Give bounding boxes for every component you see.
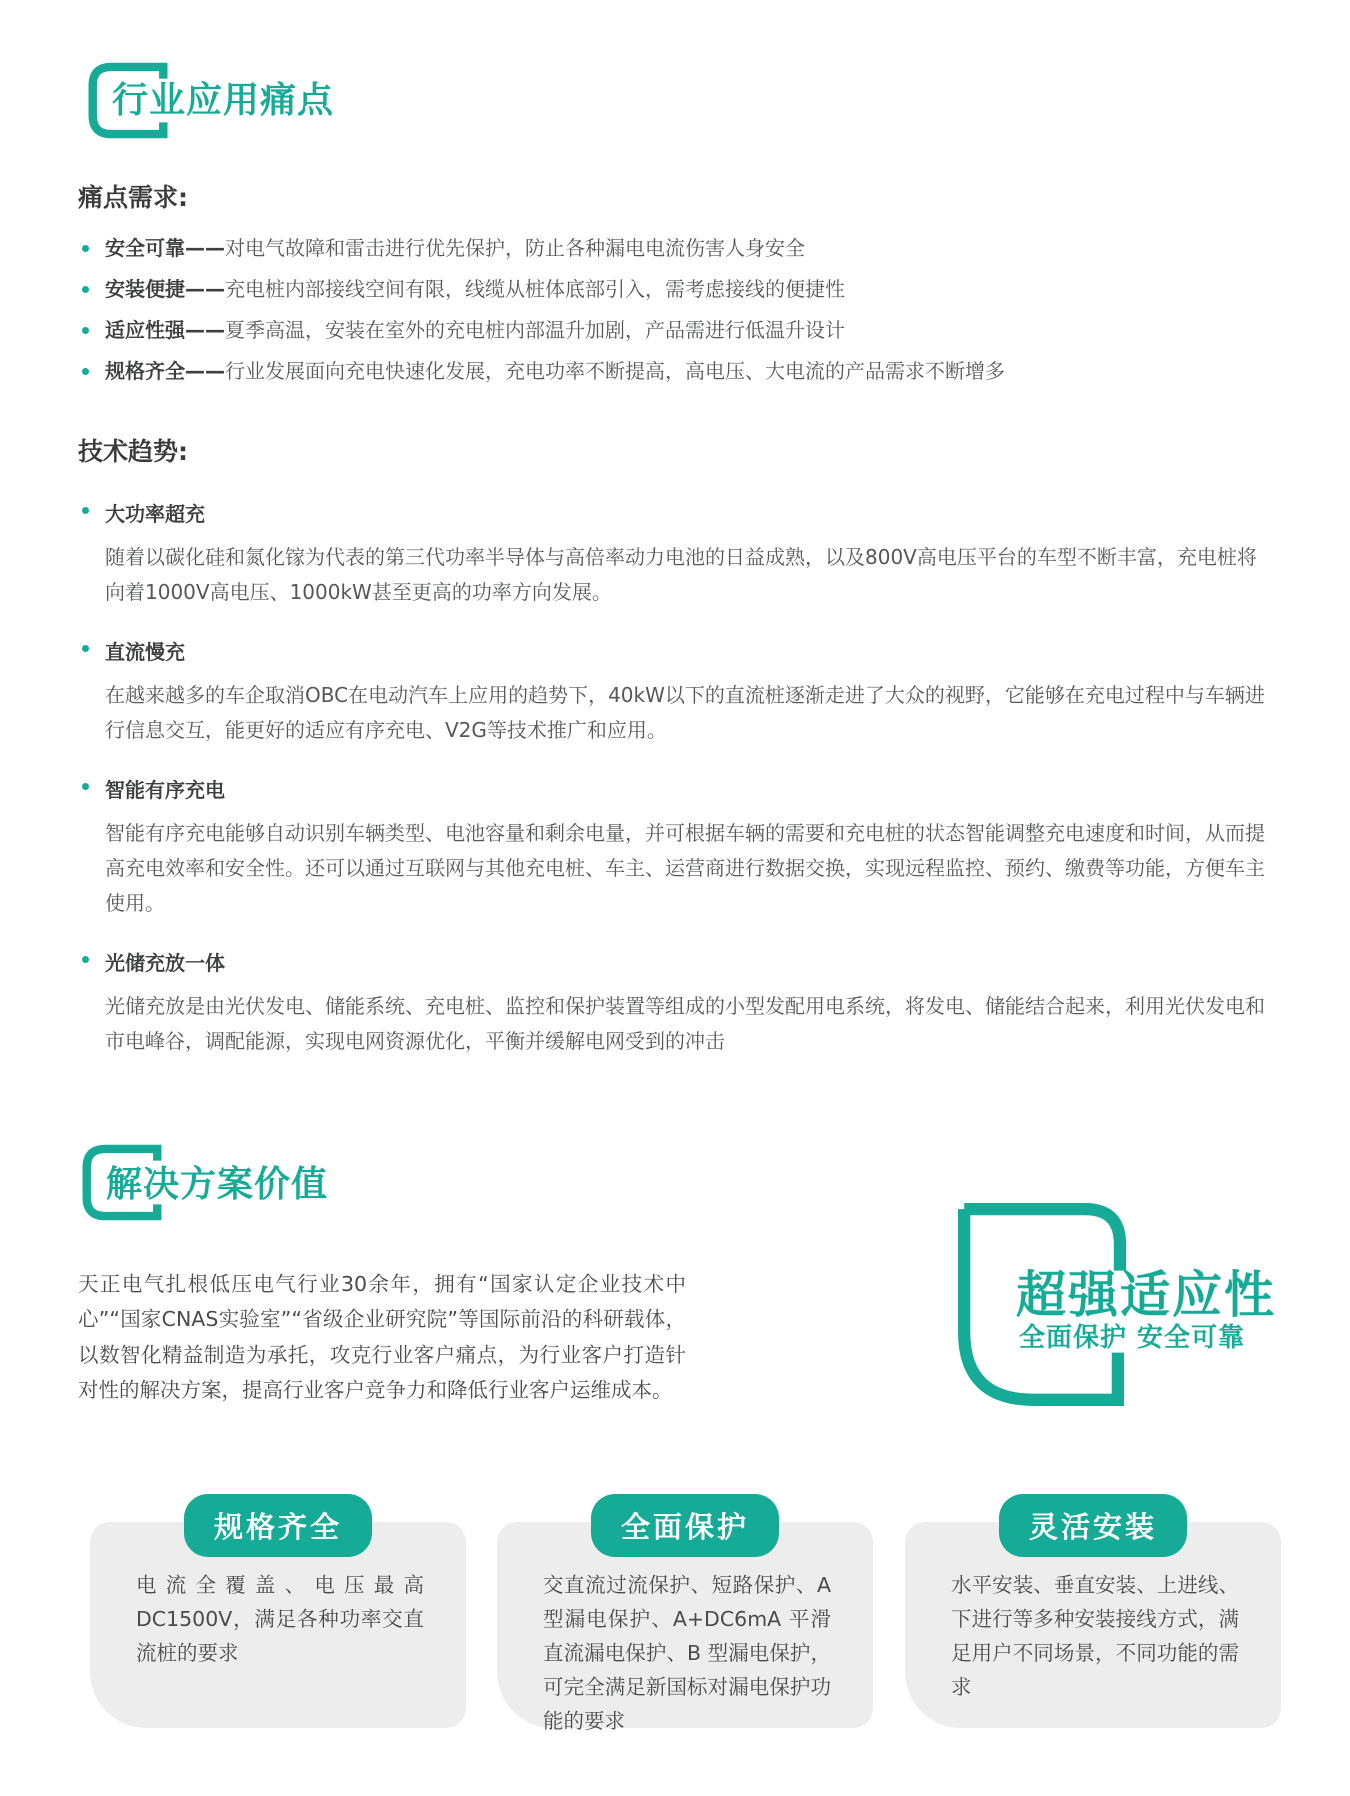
trend-label: 大功率超充	[105, 502, 205, 526]
solution-section-title: 解决方案价值	[106, 1164, 329, 1205]
pain-section-title: 行业应用痛点	[112, 80, 335, 121]
pain-item-label: 安全可靠——	[105, 236, 225, 260]
feature-title: 超强适应性	[1016, 1266, 1276, 1324]
trend-item	[78, 774, 1308, 921]
list-item	[78, 277, 1308, 301]
bullet-dot-icon	[82, 368, 89, 375]
feature-subtitle: 全面保护 安全可靠	[1019, 1323, 1246, 1353]
trend-text: 在越来越多的车企取消OBC在电动汽车上应用的趋势下，40kW以下的直流桩逐渐走进了大众的视野，它能够在充电过程中与车辆进行信息交互，能更好的适应有序充电、V2G等技术推广和应用。	[105, 683, 1265, 742]
bullet-dot-icon	[82, 956, 89, 963]
bullet-dot-icon	[82, 245, 89, 252]
solution-paragraph: 天正电气扎根低压电气行业30余年，拥有“国家认定企业技术中心”“国家CNAS实验室”“省级企业研究院”等国际前沿的科研载体，以数智化精益制造为承托，攻克行业客户痛点，为行业客户打造针对性的解决方案，提高行业客户竞争力和降低行业客户运维成本。	[78, 1271, 686, 1402]
list-item	[78, 236, 1308, 260]
trend-text: 光储充放是由光伏发电、储能系统、充电桩、监控和保护装置等组成的小型发配用电系统，将发电、储能结合起来，利用光伏发电和市电峰谷，调配能源，实现电网资源优化，平衡并缓解电网受到的冲击	[105, 994, 1265, 1053]
bullet-dot-icon	[82, 645, 89, 652]
pain-needs-heading: 痛点需求:	[78, 183, 188, 212]
trend-item	[78, 947, 1308, 1059]
card-badge: 规格齐全	[184, 1494, 372, 1557]
trend-item	[78, 636, 1308, 748]
pain-item-text: 行业发展面向充电快速化发展，充电功率不断提高，高电压、大电流的产品需求不断增多	[225, 359, 1005, 383]
card-text: 交直流过流保护、短路保护、A 型漏电保护、A+DC6mA 平滑直流漏电保护、B 型漏电保护，可完全满足新国标对漏电保护功能的要求	[543, 1573, 831, 1733]
pain-needs-block	[78, 178, 1308, 400]
tech-trends-block	[78, 432, 1308, 1085]
trend-item	[78, 498, 1308, 610]
pain-item-text: 对电气故障和雷击进行优先保护，防止各种漏电电流伤害人身安全	[225, 236, 805, 260]
card-badge: 灵活安装	[999, 1494, 1187, 1557]
trend-label: 智能有序充电	[105, 778, 225, 802]
list-item	[78, 318, 1308, 342]
pain-item-label: 适应性强——	[105, 318, 225, 342]
trend-label: 光储充放一体	[105, 951, 225, 975]
trend-label: 直流慢充	[105, 640, 185, 664]
bullet-dot-icon	[82, 783, 89, 790]
list-item	[78, 359, 1308, 383]
pain-item-label: 安装便捷——	[105, 277, 225, 301]
bullet-dot-icon	[82, 286, 89, 293]
pain-item-label: 规格齐全——	[105, 359, 225, 383]
card-text: 电流全覆盖、电压最高 DC1500V，满足各种功率交直流桩的要求	[136, 1573, 424, 1665]
card-text: 水平安装、垂直安装、上进线、下进行等多种安装接线方式，满足用户不同场景，不同功能的需求	[951, 1573, 1239, 1699]
card-badge: 全面保护	[591, 1494, 779, 1557]
value-card-protection	[497, 1510, 873, 1733]
bullet-dot-icon	[82, 507, 89, 514]
trend-text: 随着以碳化硅和氮化镓为代表的第三代功率半导体与高倍率动力电池的日益成熟，以及800V高电压平台的车型不断丰富，充电桩将向着1000V高电压、1000kW甚至更高的功率方向发展。	[105, 545, 1257, 604]
pain-item-text: 夏季高温，安装在室外的充电桩内部温升加剧，产品需进行低温升设计	[225, 318, 845, 342]
bullet-dot-icon	[82, 327, 89, 334]
pain-item-text: 充电桩内部接线空间有限，线缆从桩体底部引入，需考虑接线的便捷性	[225, 277, 845, 301]
trend-text: 智能有序充电能够自动识别车辆类型、电池容量和剩余电量，并可根据车辆的需要和充电桩的状态智能调整充电速度和时间，从而提高充电效率和安全性。还可以通过互联网与其他充电桩、车主、运营商进行数据交换，实现远程监控、预约、缴费等功能，方便车主使用。	[105, 821, 1265, 915]
value-card-specs	[90, 1510, 466, 1728]
value-card-install	[905, 1510, 1281, 1728]
feature-highlight	[958, 1203, 1298, 1418]
trends-heading: 技术趋势:	[78, 437, 188, 466]
